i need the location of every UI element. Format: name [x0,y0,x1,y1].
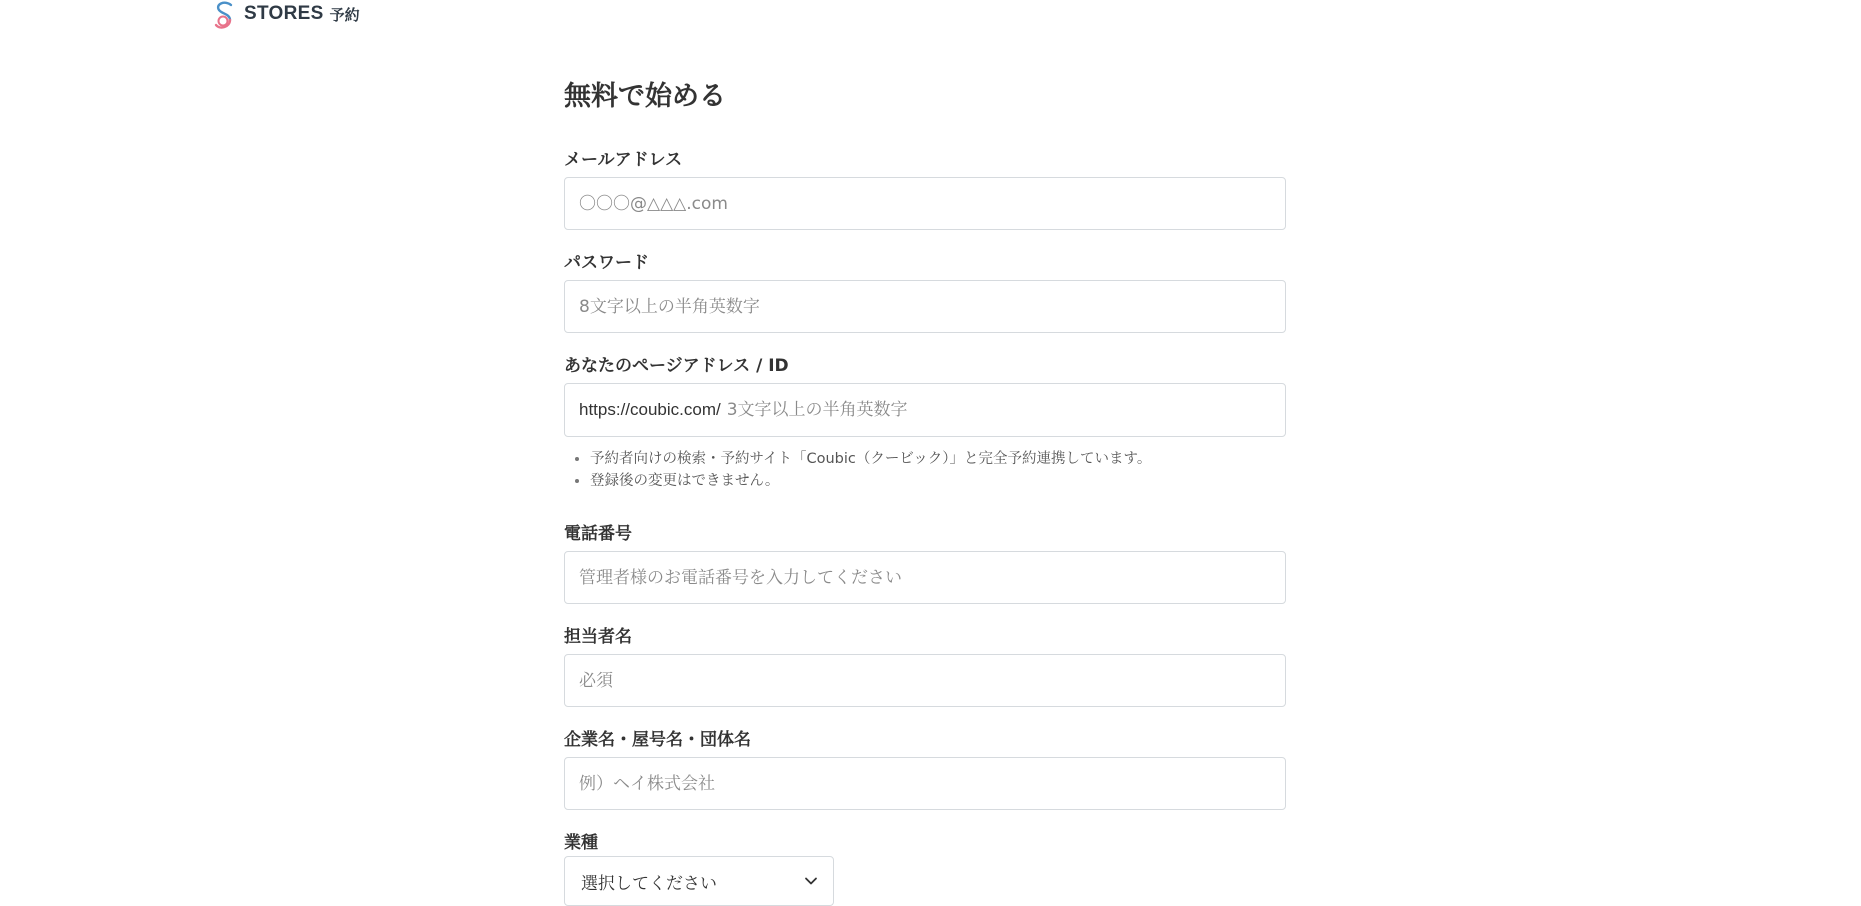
email-field[interactable] [564,177,1286,230]
phone-field[interactable] [564,551,1286,604]
page-address-input[interactable] [727,400,1271,420]
industry-selected-value: 選択してください [581,873,717,894]
chevron-down-icon [805,877,817,885]
password-field[interactable] [564,280,1286,333]
contact-name-label: 担当者名 [564,627,632,647]
brand-sub: 予約 [329,5,360,24]
page-address-notes [564,448,1151,492]
industry-select[interactable] [564,856,834,906]
note-item: • 予約者向けの検索・予約サイト「Coubic（クービック）」と完全予約連携しています。 [590,448,1151,470]
page-address-label: あなたのページアドレス / ID [564,356,789,376]
page-address-field[interactable] [564,383,1286,437]
brand-name: STORES [244,3,324,24]
company-label: 企業名・屋号名・団体名 [564,730,751,750]
contact-name-field[interactable] [564,654,1286,707]
phone-label: 電話番号 [564,524,632,544]
email-label: メールアドレス [564,150,683,170]
company-field[interactable] [564,757,1286,810]
page-address-prefix: https://coubic.com/ [579,400,721,419]
stores-logo-icon [212,1,238,31]
industry-label: 業種 [564,833,598,853]
note-item: • 登録後の変更はできません。 [590,470,1151,492]
site-header [212,0,360,32]
password-label: パスワード [564,253,649,273]
page-title: 無料で始める [564,81,726,112]
